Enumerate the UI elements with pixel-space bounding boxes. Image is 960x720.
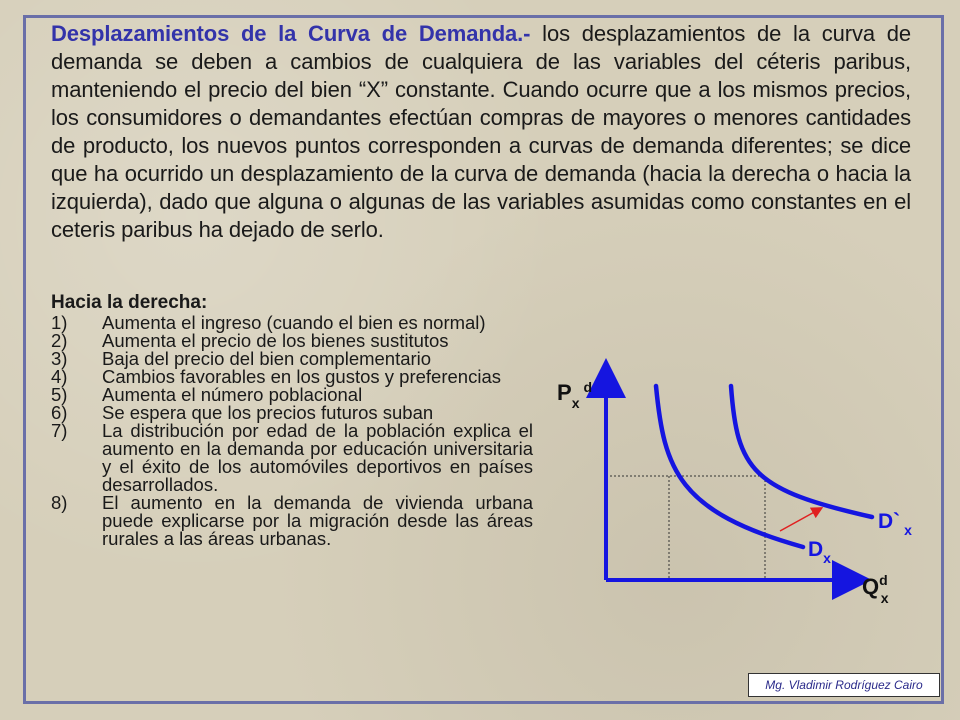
curve-label-dx-prime: D` $_x$ <box>878 510 912 538</box>
item-number: 7) <box>51 420 68 441</box>
intro-title: Desplazamientos de la Curva de Demanda.- <box>51 21 531 46</box>
item-number: 4) <box>51 366 68 387</box>
item-text: Baja del precio del bien complementario <box>102 348 432 369</box>
demand-curve-dx <box>656 386 803 547</box>
item-text: La distribución por edad de la población explica el aumento en la demanda por educación universitaria y el éxito de los automóviles deportivos en países desarrollados. <box>102 420 533 495</box>
item-number: 2) <box>51 330 68 351</box>
item-text: Aumenta el precio de los bienes sustitutos <box>102 330 449 351</box>
item-number: 3) <box>51 348 68 369</box>
demand-curve-dx-prime <box>731 386 872 517</box>
item-text: El aumento en la demanda de vivienda urbana puede explicarse por la migración desde las áreas rurales a las áreas urbanas. <box>102 492 533 549</box>
item-number: 1) <box>51 312 68 333</box>
item-text: Aumenta el número poblacional <box>102 384 363 405</box>
list-title: Hacia la derecha: <box>51 292 208 313</box>
shift-arrow <box>780 510 818 531</box>
intro-text: los desplazamientos de la curva de demanda se deben a cambios de cualquiera de las variables del céteris paribus, manteniendo el precio del bien “X” constante. Cuando ocurre que a los mismos precios, los consumidores o demandantes efectúan compras de mayores o menores cantidades de producto, los nuevos puntos corresponden a curvas de demanda diferentes; se dice que ha ocurrido un desplazamiento de la curva de demanda (hacia la derecha o hacia la izquierda), dado que alguna o algunas de las variables asumidas como constantes en el ceteris paribus ha dejado de serlo. <box>51 21 911 242</box>
item-text: Cambios favorables en los gustos y preferencias <box>102 366 501 387</box>
item-number: 8) <box>51 492 68 513</box>
item-text: Aumenta el ingreso (cuando el bien es normal) <box>102 312 486 333</box>
curve-label-dx: $D_x$ <box>808 538 831 566</box>
quantity-axis-label: $Q^d$ x <box>862 572 889 606</box>
author-credit: Mg. Vladimir Rodríguez Cairo <box>748 673 940 697</box>
item-number: 5) <box>51 384 68 405</box>
item-text: Se espera que los precios futuros suban <box>102 402 434 423</box>
price-axis-label: $P_x^d$ <box>557 379 593 411</box>
item-number: 6) <box>51 402 68 423</box>
guide-lines <box>606 476 765 580</box>
